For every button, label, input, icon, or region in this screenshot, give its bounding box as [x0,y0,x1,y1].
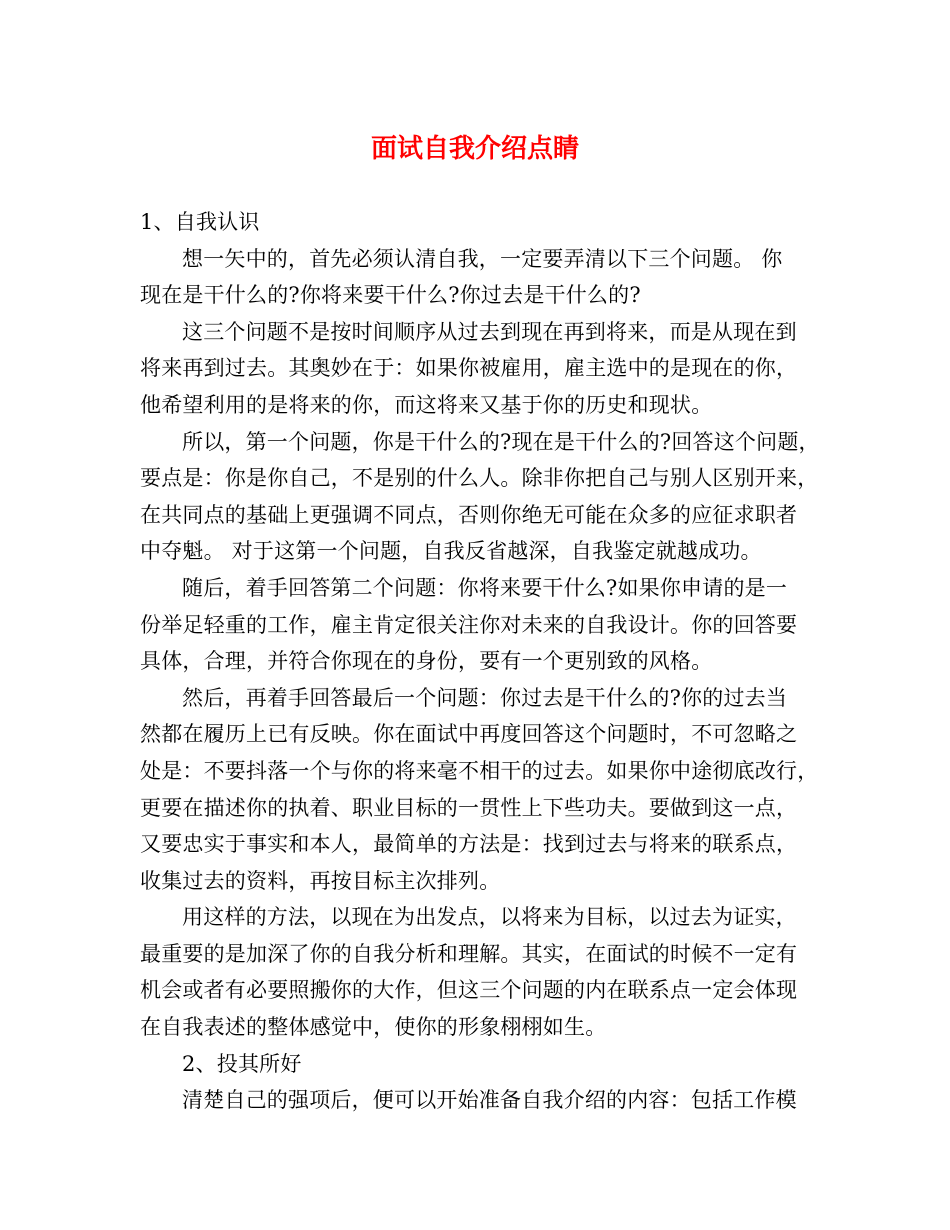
text-line: 2、投其所好 [182,1051,302,1076]
text-line: 又要忠实于事实和本人，最简单的方法是：找到过去与将来的联系点， [140,832,798,857]
text-line: 在共同点的基础上更强调不同点，否则你绝无可能在众多的应征求职者 [140,502,798,527]
text-line: 处是：不要抖落一个与你的将来毫不相干的过去。如果你中途彻底改行， [140,758,819,783]
text-line: 份举足轻重的工作，雇主肯定很关注你对未来的自我设计。你的回答要 [140,612,798,637]
text-line: 他希望利用的是将来的你，而这将来又基于你的历史和现状。 [140,392,713,417]
document-body [140,204,820,1119]
text-line: 具体，合理，并符合你现在的身份，要有一个更别致的风格。 [140,649,713,674]
text-line: 想一矢中的，首先必须认清自我，一定要弄清以下三个问题。 你 [182,246,783,271]
text-line: 然都在履历上已有反映。你在面试中再度回答这个问题时，不可忽略之 [140,722,798,747]
text-line: 所以，第一个问题，你是干什么的?现在是干什么的?回答这个问题， [182,429,820,454]
text-line: 然后，再着手回答最后一个问题：你过去是干什么的?你的过去当 [182,685,788,710]
text-line: 这三个问题不是按时间顺序从过去到现在再到将来，而是从现在到 [182,319,797,344]
text-line: 要点是：你是你自己，不是别的什么人。除非你把自己与别人区别开来， [140,466,819,491]
text-line: 在自我表述的整体感觉中，使你的形象栩栩如生。 [140,1015,607,1040]
text-line: 将来再到过去。其奥妙在于：如果你被雇用，雇主选中的是现在的你， [140,356,798,381]
text-line: 用这样的方法，以现在为出发点，以将来为目标，以过去为证实， [182,905,797,930]
text-line: 机会或者有必要照搬你的大作，但这三个问题的内在联系点一定会体现 [140,978,798,1003]
text-line: 现在是干什么的?你将来要干什么?你过去是干什么的? [140,283,641,308]
text-line: 随后，着手回答第二个问题：你将来要干什么?如果你申请的是一 [182,575,788,600]
text-line: 清楚自己的强项后，便可以开始准备自我介绍的内容：包括工作模 [182,1088,797,1113]
text-line: 最重要的是加深了你的自我分析和理解。其实，在面试的时候不一定有 [140,941,798,966]
text-line: 更要在描述你的执着、职业目标的一贯性上下些功夫。要做到这一点， [140,795,798,820]
text-line: 1、自我认识 [140,210,260,234]
document-title: 面试自我介绍点睛 [370,134,579,164]
text-line: 收集过去的资料，再按目标主次排列。 [140,868,501,893]
text-line: 中夺魁。 对于这第一个问题，自我反省越深，自我鉴定就越成功。 [140,539,762,564]
